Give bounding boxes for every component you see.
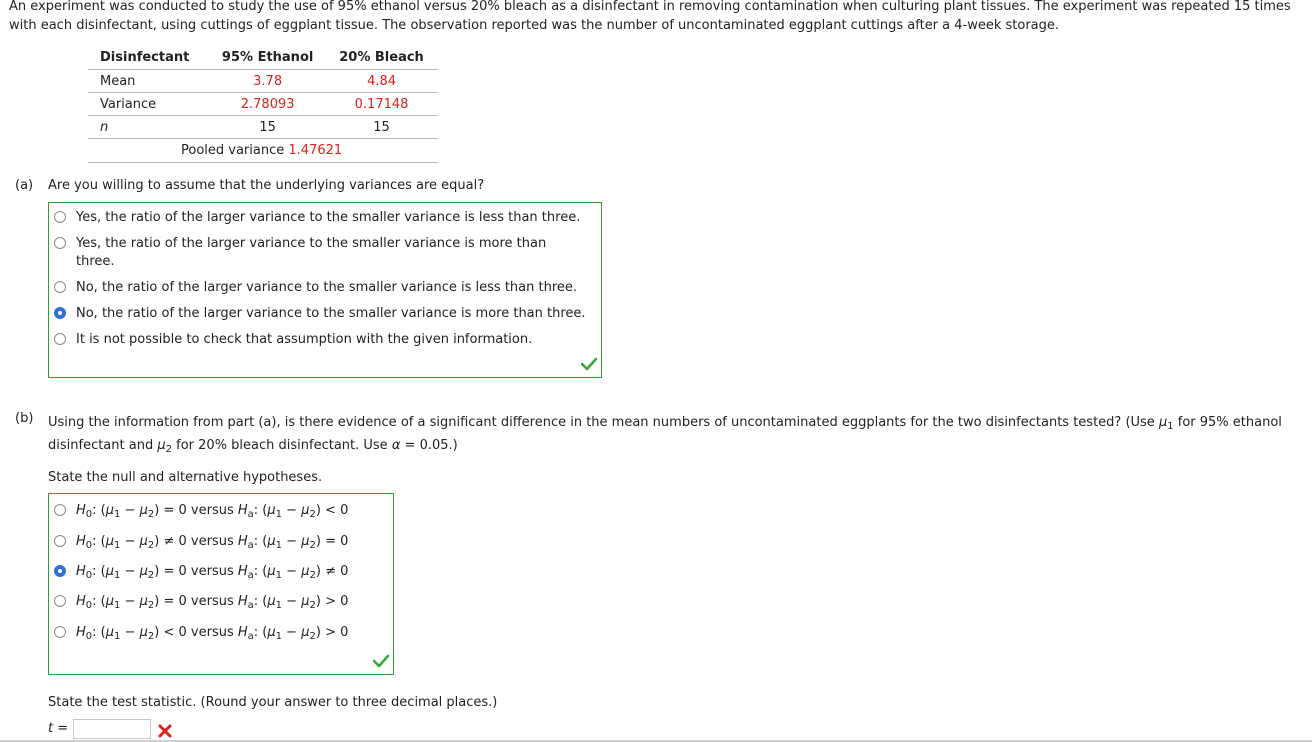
hypothesis-text: $H_0$: $(\mu_1 - \mu_2) = 0$ versus $H_a$: $(\mu_1 - \mu_2) \ne 0$ <box>76 564 349 581</box>
radio-option[interactable] <box>54 331 532 349</box>
radio-button[interactable] <box>54 237 66 249</box>
checkmark-icon <box>373 654 389 668</box>
part-b-question: Using the information from part (a), is there evidence of a significant difference in the mean numbers of uncontaminated eggplants for the two disinfectants tested? (Use $\mu_1$ for 95% ethanol disinfectant and $\mu_2$ for 20% bleach disinfectant. Use α = 0.05.) <box>48 415 1282 455</box>
table-cell: 4.84 <box>325 70 438 93</box>
row-label: Mean <box>88 70 210 93</box>
part-a-answer-box <box>48 202 602 378</box>
part-a-question: Are you willing to assume that the underlying variances are equal? <box>48 178 485 193</box>
option-text: It is not possible to check that assumption with the given information. <box>76 332 533 347</box>
pooled-variance-label: Pooled variance <box>181 143 285 158</box>
radio-button-selected[interactable] <box>54 565 66 577</box>
radio-option[interactable] <box>54 533 348 551</box>
table-row <box>88 116 438 139</box>
table-cell: 15 <box>210 116 325 139</box>
row-label: n <box>88 116 210 139</box>
pooled-variance-value: 1.47621 <box>288 143 343 158</box>
radio-button[interactable] <box>54 281 66 293</box>
hypothesis-text: $H_0$: $(\mu_1 - \mu_2) \ne 0$ versus $H_a$: $(\mu_1 - \mu_2) = 0$ <box>76 534 349 551</box>
incorrect-x-icon <box>158 724 172 738</box>
radio-button[interactable] <box>54 626 66 638</box>
table-header: Disinfectant <box>88 45 210 70</box>
data-table <box>88 45 438 163</box>
t-statistic-input[interactable] <box>73 719 151 739</box>
table-header-row <box>88 45 438 70</box>
radio-button[interactable] <box>54 535 66 547</box>
test-statistic-prompt: State the test statistic. (Round your answer to three decimal places.) <box>48 695 498 710</box>
problem-intro: An experiment was conducted to study the use of 95% ethanol versus 20% bleach as a disinfectant in removing contamination when culturing plant tissues. The experiment was repeated 15 times with each disinfectant, using cuttings of eggplant tissue. The observation reported was the number of uncontaminated eggplant cuttings after a 4-week storage. <box>9 0 1291 33</box>
option-text: Yes, the ratio of the larger variance to the smaller variance is less than three. <box>76 210 581 225</box>
pooled-variance-cell <box>88 139 438 163</box>
part-b-answer-box <box>48 493 394 675</box>
radio-option[interactable] <box>54 624 348 642</box>
radio-option[interactable] <box>54 209 580 227</box>
table-header: 95% Ethanol <box>210 45 325 70</box>
radio-option[interactable] <box>54 235 574 271</box>
radio-option[interactable] <box>54 563 348 581</box>
part-b-label: (b) <box>15 411 34 426</box>
table-cell: 3.78 <box>210 70 325 93</box>
hypothesis-text: $H_0$: $(\mu_1 - \mu_2) = 0$ versus $H_a$: $(\mu_1 - \mu_2) > 0$ <box>76 594 349 611</box>
radio-option[interactable] <box>54 502 348 520</box>
radio-option[interactable] <box>54 279 577 297</box>
state-hypotheses-prompt: State the null and alternative hypotheses. <box>48 470 323 485</box>
radio-button[interactable] <box>54 595 66 607</box>
radio-button-selected[interactable] <box>54 307 66 319</box>
table-row <box>88 70 438 93</box>
radio-option[interactable] <box>54 305 586 323</box>
radio-button[interactable] <box>54 333 66 345</box>
table-cell: 0.17148 <box>325 93 438 116</box>
radio-button[interactable] <box>54 504 66 516</box>
option-text: No, the ratio of the larger variance to the smaller variance is less than three. <box>76 280 578 295</box>
row-label: Variance <box>88 93 210 116</box>
radio-option[interactable] <box>54 593 348 611</box>
table-header: 20% Bleach <box>325 45 438 70</box>
hypothesis-text: $H_0$: $(\mu_1 - \mu_2) < 0$ versus $H_a$: $(\mu_1 - \mu_2) > 0$ <box>76 625 349 642</box>
option-text: No, the ratio of the larger variance to the smaller variance is more than three. <box>76 306 586 321</box>
option-text: Yes, the ratio of the larger variance to the smaller variance is more than three. <box>76 236 547 269</box>
checkmark-icon <box>581 357 597 371</box>
radio-button[interactable] <box>54 211 66 223</box>
table-row <box>88 139 438 163</box>
table-cell: 15 <box>325 116 438 139</box>
table-cell: 2.78093 <box>210 93 325 116</box>
t-label: t = <box>48 721 69 736</box>
table-row <box>88 93 438 116</box>
hypothesis-text: $H_0$: $(\mu_1 - \mu_2) = 0$ versus $H_a$: $(\mu_1 - \mu_2) < 0$ <box>76 503 349 520</box>
part-a-label: (a) <box>15 178 34 193</box>
